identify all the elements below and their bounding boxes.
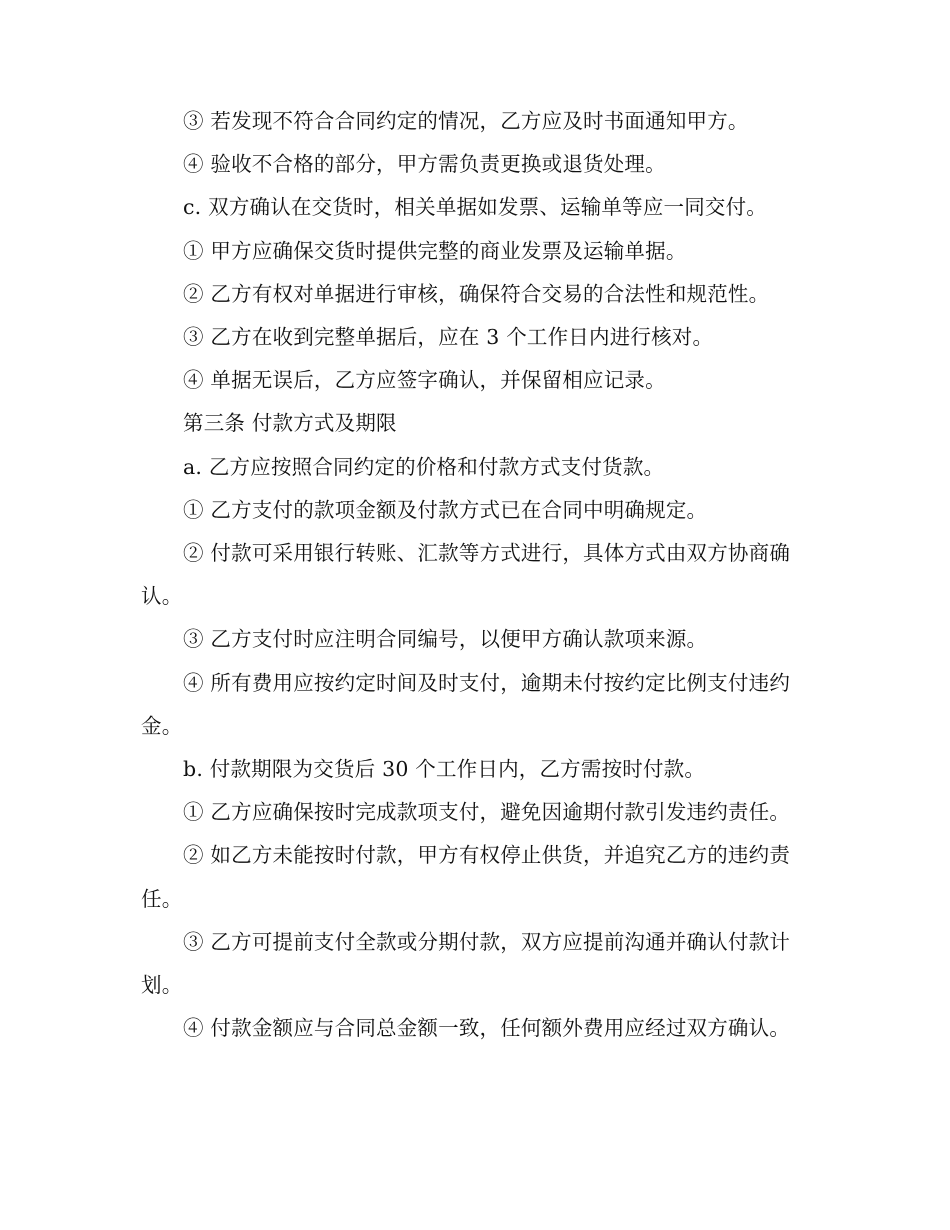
paragraph: ④ 所有费用应按约定时间及时支付，逾期未付按约定比例支付违约金。 bbox=[141, 670, 791, 738]
paragraph: ① 甲方应确保交货时提供完整的商业发票及运输单据。 bbox=[183, 238, 687, 263]
paragraph: a. 乙方应按照合同约定的价格和付款方式支付货款。 bbox=[183, 454, 665, 479]
section-heading: 第三条 付款方式及期限 bbox=[183, 411, 397, 436]
paragraph: ④ 单据无误后，乙方应签字确认，并保留相应记录。 bbox=[183, 368, 666, 393]
paragraph: ④ 付款金额应与合同总金额一致，任何额外费用应经过双方确认。 bbox=[183, 1016, 791, 1041]
paragraph: ③ 乙方可提前支付全款或分期付款，双方应提前沟通并确认付款计划。 bbox=[141, 929, 791, 998]
paragraph: b. 付款期限为交货后 30 个工作日内，乙方需按时付款。 bbox=[183, 757, 706, 782]
paragraph: ③ 乙方支付时应注明合同编号，以便甲方确认款项来源。 bbox=[183, 627, 708, 652]
paragraph: ② 乙方有权对单据进行审核，确保符合交易的合法性和规范性。 bbox=[183, 281, 770, 306]
document-body bbox=[141, 100, 811, 1050]
paragraph: ③ 乙方在收到完整单据后，应在 3 个工作日内进行核对。 bbox=[183, 325, 714, 350]
paragraph: ① 乙方支付的款项金额及付款方式已在合同中明确规定。 bbox=[183, 497, 708, 522]
paragraph: ② 付款可采用银行转账、汇款等方式进行，具体方式由双方协商确认。 bbox=[141, 541, 791, 609]
paragraph: ③ 若发现不符合合同约定的情况，乙方应及时书面通知甲方。 bbox=[183, 109, 749, 133]
paragraph: ④ 验收不合格的部分，甲方需负责更换或退货处理。 bbox=[183, 152, 666, 177]
paragraph: ② 如乙方未能按时付款，甲方有权停止供货，并追究乙方的违约责任。 bbox=[141, 843, 791, 911]
paragraph: c. 双方确认在交货时，相关单据如发票、运输单等应一同交付。 bbox=[183, 195, 768, 220]
paragraph: ① 乙方应确保按时完成款项支付，避免因逾期付款引发违约责任。 bbox=[183, 800, 791, 825]
